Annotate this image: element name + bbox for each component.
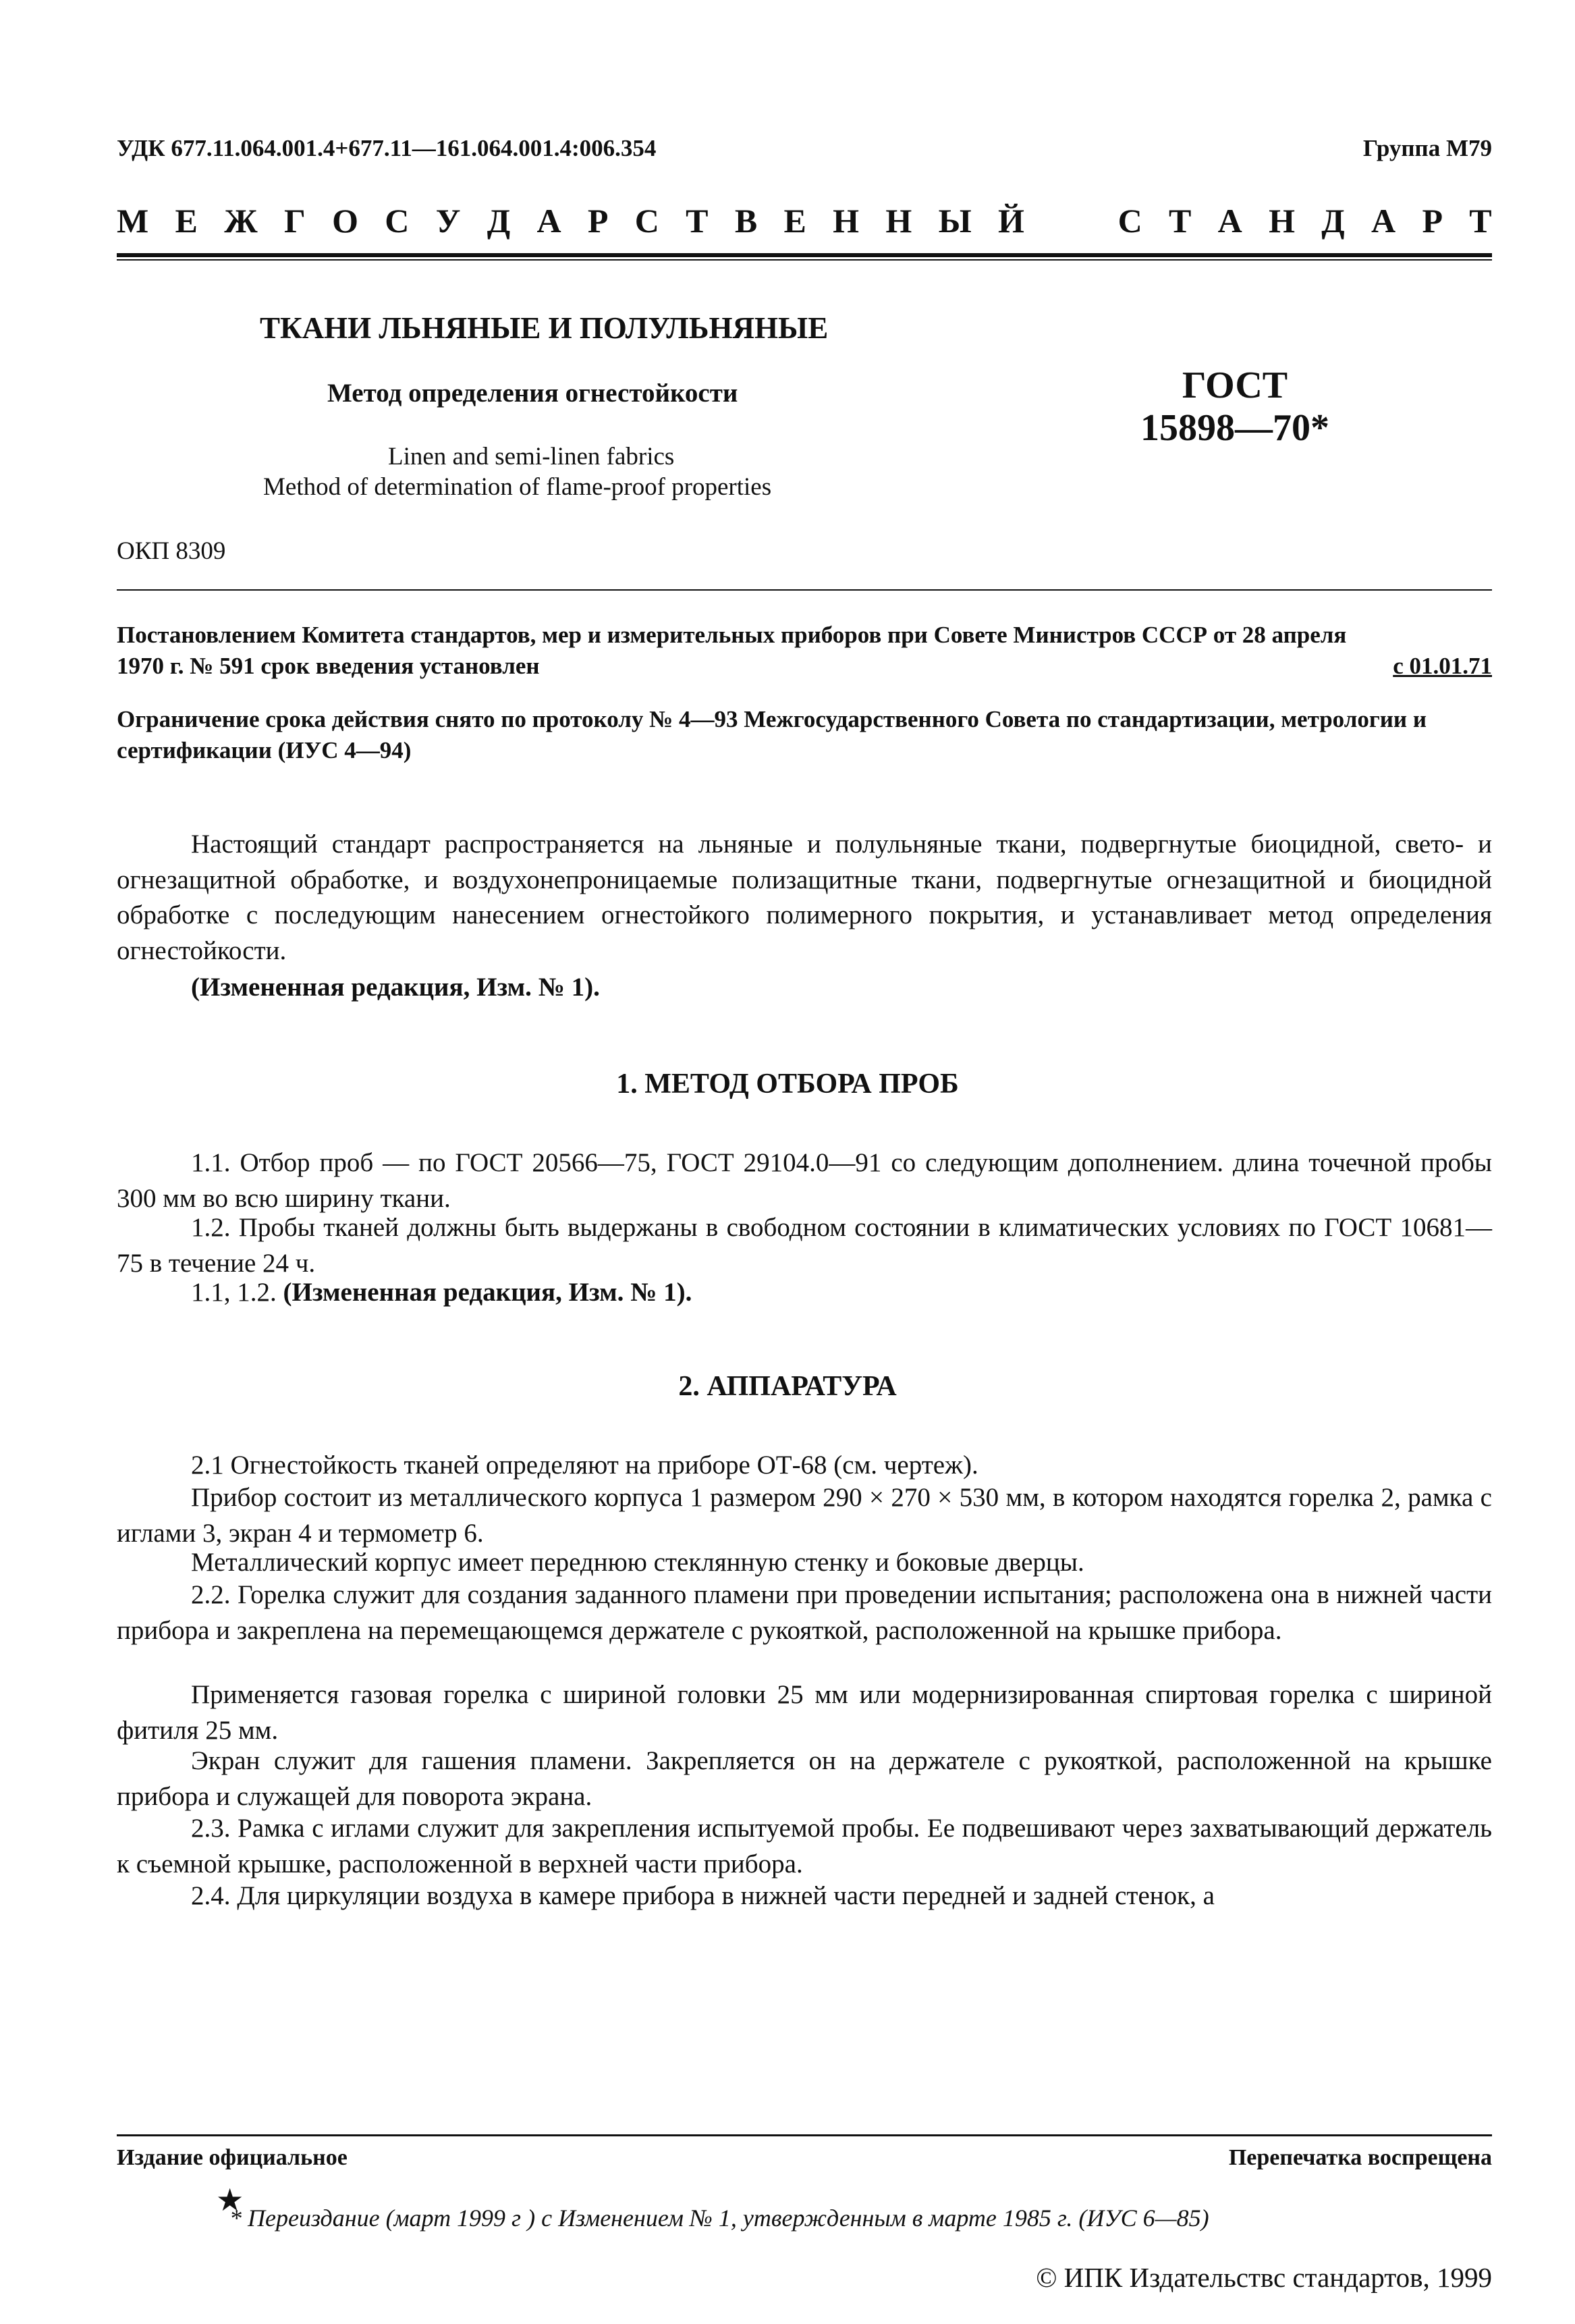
heading-letter: Д bbox=[1321, 202, 1345, 240]
okp-code: ОКП 8309 bbox=[117, 537, 226, 565]
top-rule bbox=[117, 253, 1492, 257]
para-2-1c: Металлический корпус имеет переднюю стеклянную стенку и боковые дверцы. bbox=[191, 1548, 1084, 1577]
para-2-3: 2.3. Рамка с иглами служит для закрепления испытуемой пробы. Ее подвешивают через захватывающий держатель к съемной крышке, расположенной в верхней части прибора. bbox=[117, 1814, 1492, 1879]
heading-letter: М bbox=[117, 202, 149, 240]
section-1-title: 1. МЕТОД ОТБОРА ПРОБ bbox=[616, 1069, 959, 1100]
group-code: Группа М79 bbox=[1362, 135, 1492, 161]
heading-letter: Н bbox=[1269, 202, 1295, 240]
para-2-2c: Экран служит для гашения пламени. Закрепляется он на держателе с рукояткой, расположенной на крышке прибора и служащей для поворота экрана. bbox=[117, 1746, 1492, 1811]
para-1-2: 1.2. Пробы тканей должны быть выдержаны в свободном состоянии в климатических условиях по ГОСТ 10681—75 в течение 24 ч. bbox=[117, 1213, 1492, 1278]
heading-letter: О bbox=[332, 202, 358, 240]
copyright-notice: © ИПК Издательствс стандартов, 1999 bbox=[1036, 2262, 1492, 2293]
reprint-prohibited-label: Перепечатка воспрещена bbox=[1228, 2145, 1492, 2170]
document-title: ТКАНИ ЛЬНЯНЫЕ И ПОЛУЛЬНЯНЫЕ bbox=[260, 311, 829, 345]
heading-letter: В bbox=[734, 202, 758, 240]
heading-letter: Р bbox=[587, 202, 609, 240]
decree-line1: Постановлением Комитета стандартов, мер и измерительных приборов при Совете Министров СССР от 28 апреля bbox=[117, 622, 1347, 648]
heading-letter: Й bbox=[998, 202, 1024, 240]
heading-letter: У bbox=[435, 202, 461, 240]
intro-paragraph: Настоящий стандарт распространяется на льняные и полульняные ткани, подвергнутые биоцидной, свето- и огнезащитной обработке, и воздухонепроницаемые полизащитные ткани, подвергнутые огнезащитной и биоцидной обработке с последующим нанесением огнестойкого полимерного покрытия, и устанавливает метод определения огнестойкости. bbox=[117, 830, 1492, 965]
footer-rule bbox=[117, 2134, 1492, 2136]
heading-letter: Т bbox=[1469, 202, 1492, 240]
top-rule-thin bbox=[117, 259, 1492, 261]
heading-letter: Н bbox=[833, 202, 860, 240]
heading-letter: А bbox=[1217, 202, 1242, 240]
document-subtitle: Метод определения огнестойкости bbox=[327, 379, 738, 408]
heading-letter: Г bbox=[283, 202, 306, 240]
decree-line2: 1970 г. № 591 срок введения установлен bbox=[117, 652, 540, 679]
para-1-1: 1.1. Отбор проб — по ГОСТ 20566—75, ГОСТ 29104.0—91 со следующим дополнением. длина точечной пробы 300 мм во всю ширину ткани. bbox=[117, 1148, 1492, 1213]
gost-number: 15898—70* bbox=[1140, 406, 1329, 449]
heading-letter: А bbox=[1371, 202, 1396, 240]
para-2-2: 2.2. Горелка служит для создания заданного пламени при проведении испытания; расположена она в нижней части прибора и закреплена на перемещающемся держателе с рукояткой, расположенной на крышке прибора. bbox=[117, 1580, 1492, 1645]
para-1-change-note: (Измененная редакция, Изм. № 1). bbox=[283, 1278, 692, 1307]
heading-letter: Р bbox=[1422, 202, 1443, 240]
para-2-1: 2.1 Огнестойкость тканей определяют на приборе ОТ-68 (см. чертеж). bbox=[191, 1451, 978, 1480]
heading-letter: Т bbox=[686, 202, 709, 240]
heading-letter: Ы bbox=[938, 202, 972, 240]
official-edition-label: Издание официальное bbox=[117, 2145, 348, 2170]
heading-letter: А bbox=[536, 202, 561, 240]
decree-block bbox=[117, 620, 1492, 681]
effective-date: с 01.01.71 bbox=[1393, 652, 1492, 679]
section-2-title: 2. АППАРАТУРА bbox=[678, 1371, 897, 1402]
heading-letter: Ж bbox=[224, 202, 258, 240]
heading-letter: Т bbox=[1168, 202, 1192, 240]
star-icon: ★ bbox=[216, 2183, 244, 2217]
heading-letter: Н bbox=[885, 202, 912, 240]
middle-rule bbox=[117, 589, 1492, 591]
para-1-change bbox=[117, 1275, 1492, 1311]
para-2-4: 2.4. Для циркуляции воздуха в камере прибора в нижней части передней и задней стенок, а bbox=[191, 1881, 1215, 1910]
restriction-note: Ограничение срока действия снято по протоколу № 4—93 Межгосударственного Совета по стандартизации, метрологии и сертификации (ИУС 4—94) bbox=[117, 706, 1427, 763]
english-title-line2: Method of determination of flame-proof properties bbox=[263, 473, 772, 501]
gost-designation bbox=[1134, 364, 1336, 449]
gost-label: ГОСТ bbox=[1182, 364, 1288, 406]
intro-change-note: (Измененная редакция, Изм. № 1). bbox=[191, 973, 600, 1002]
heading-letter: С bbox=[1117, 202, 1142, 240]
english-title-line1: Linen and semi-linen fabrics bbox=[388, 443, 675, 470]
heading-letter: С bbox=[634, 202, 659, 240]
para-1-change-prefix: 1.1, 1.2. bbox=[191, 1278, 283, 1307]
heading-letter: Д bbox=[487, 202, 511, 240]
para-2-1b: Прибор состоит из металлического корпуса 1 размером 290 × 270 × 530 мм, в котором находятся горелка 2, рамка с иглами 3, экран 4 и термометр 6. bbox=[117, 1483, 1492, 1548]
heading-letter: Е bbox=[175, 202, 198, 240]
heading-letter: Е bbox=[783, 202, 806, 240]
udk-code: УДК 677.11.064.001.4+677.11—161.064.001.4:006.354 bbox=[117, 135, 657, 161]
standard-type-heading bbox=[117, 201, 1492, 240]
heading-letter: С bbox=[385, 202, 410, 240]
heading-word-gap bbox=[1051, 201, 1091, 240]
para-2-2b: Применяется газовая горелка с шириной головки 25 мм или модернизированная спиртовая горелка с шириной фитиля 25 мм. bbox=[117, 1680, 1492, 1745]
reissue-note: * Переиздание (март 1999 г ) с Изменением № 1, утвержденным в марте 1985 г. (ИУС 6—85) bbox=[229, 2205, 1209, 2232]
